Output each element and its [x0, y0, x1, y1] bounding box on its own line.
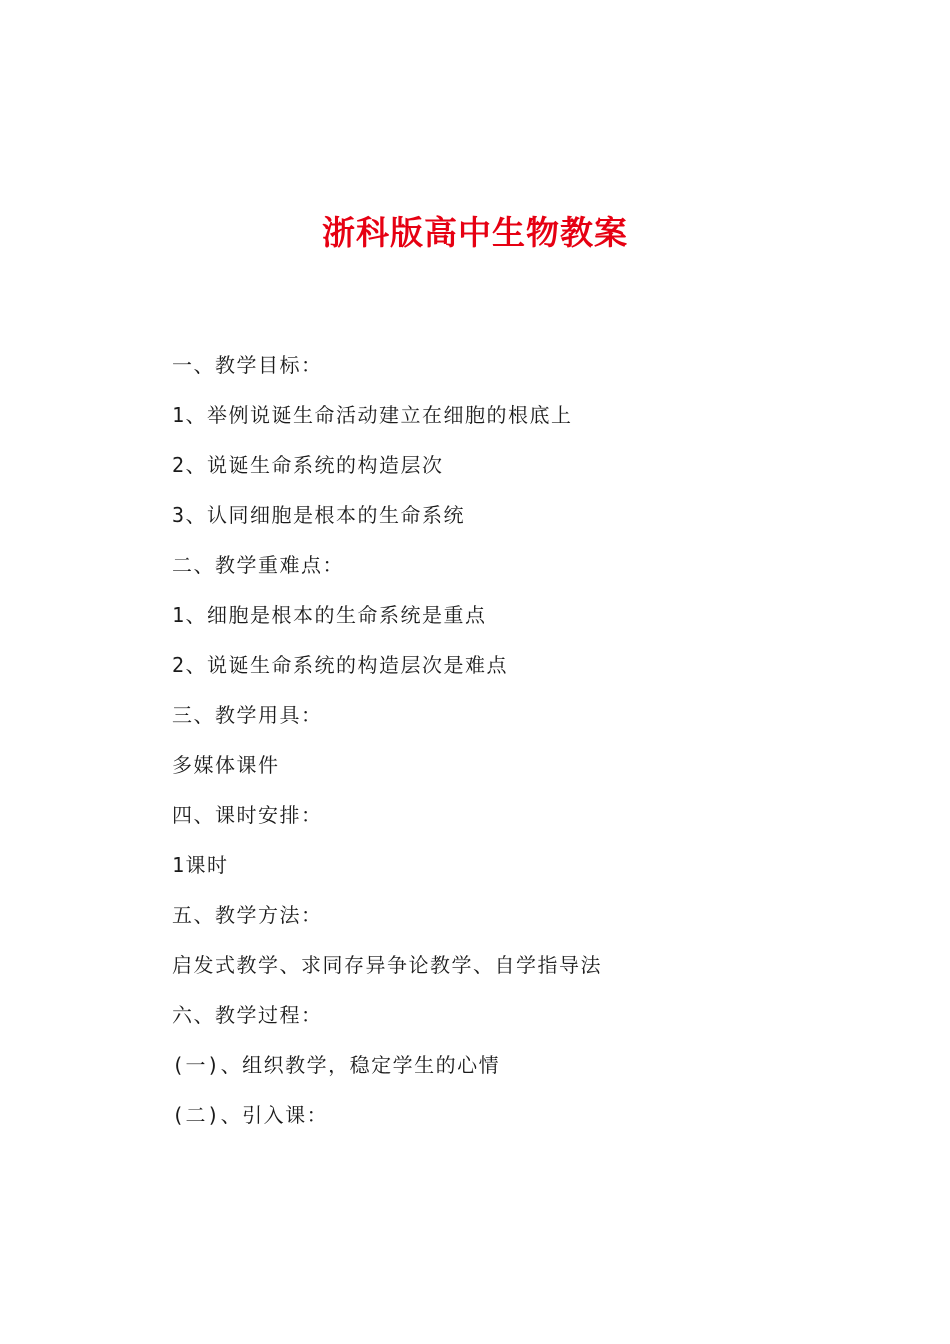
objective-item: 3、认同细胞是根本的生命系统 — [172, 503, 466, 527]
objective-item: 1、举例说诞生命活动建立在细胞的根底上 — [172, 403, 573, 427]
process-step: (二)、引入课： — [172, 1103, 329, 1127]
document-title: 浙科版高中生物教案 — [322, 213, 628, 252]
section-heading-schedule: 四、课时安排： — [172, 803, 323, 827]
section-heading-key-points: 二、教学重难点： — [172, 553, 344, 577]
schedule-text: 1课时 — [172, 853, 229, 877]
methods-text: 启发式教学、求同存异争论教学、自学指导法 — [172, 953, 602, 977]
teaching-aids-text: 多媒体课件 — [172, 753, 280, 777]
key-point-item: 2、说诞生命系统的构造层次是难点 — [172, 653, 509, 677]
key-point-item: 1、细胞是根本的生命系统是重点 — [172, 603, 487, 627]
objective-item: 2、说诞生命系统的构造层次 — [172, 453, 444, 477]
section-heading-process: 六、教学过程： — [172, 1003, 323, 1027]
process-step: (一)、组织教学，稳定学生的心情 — [172, 1053, 501, 1077]
document-body — [172, 349, 892, 1149]
section-heading-teaching-aids: 三、教学用具： — [172, 703, 323, 727]
section-heading-objectives: 一、教学目标： — [172, 353, 323, 377]
section-heading-methods: 五、教学方法： — [172, 903, 323, 927]
